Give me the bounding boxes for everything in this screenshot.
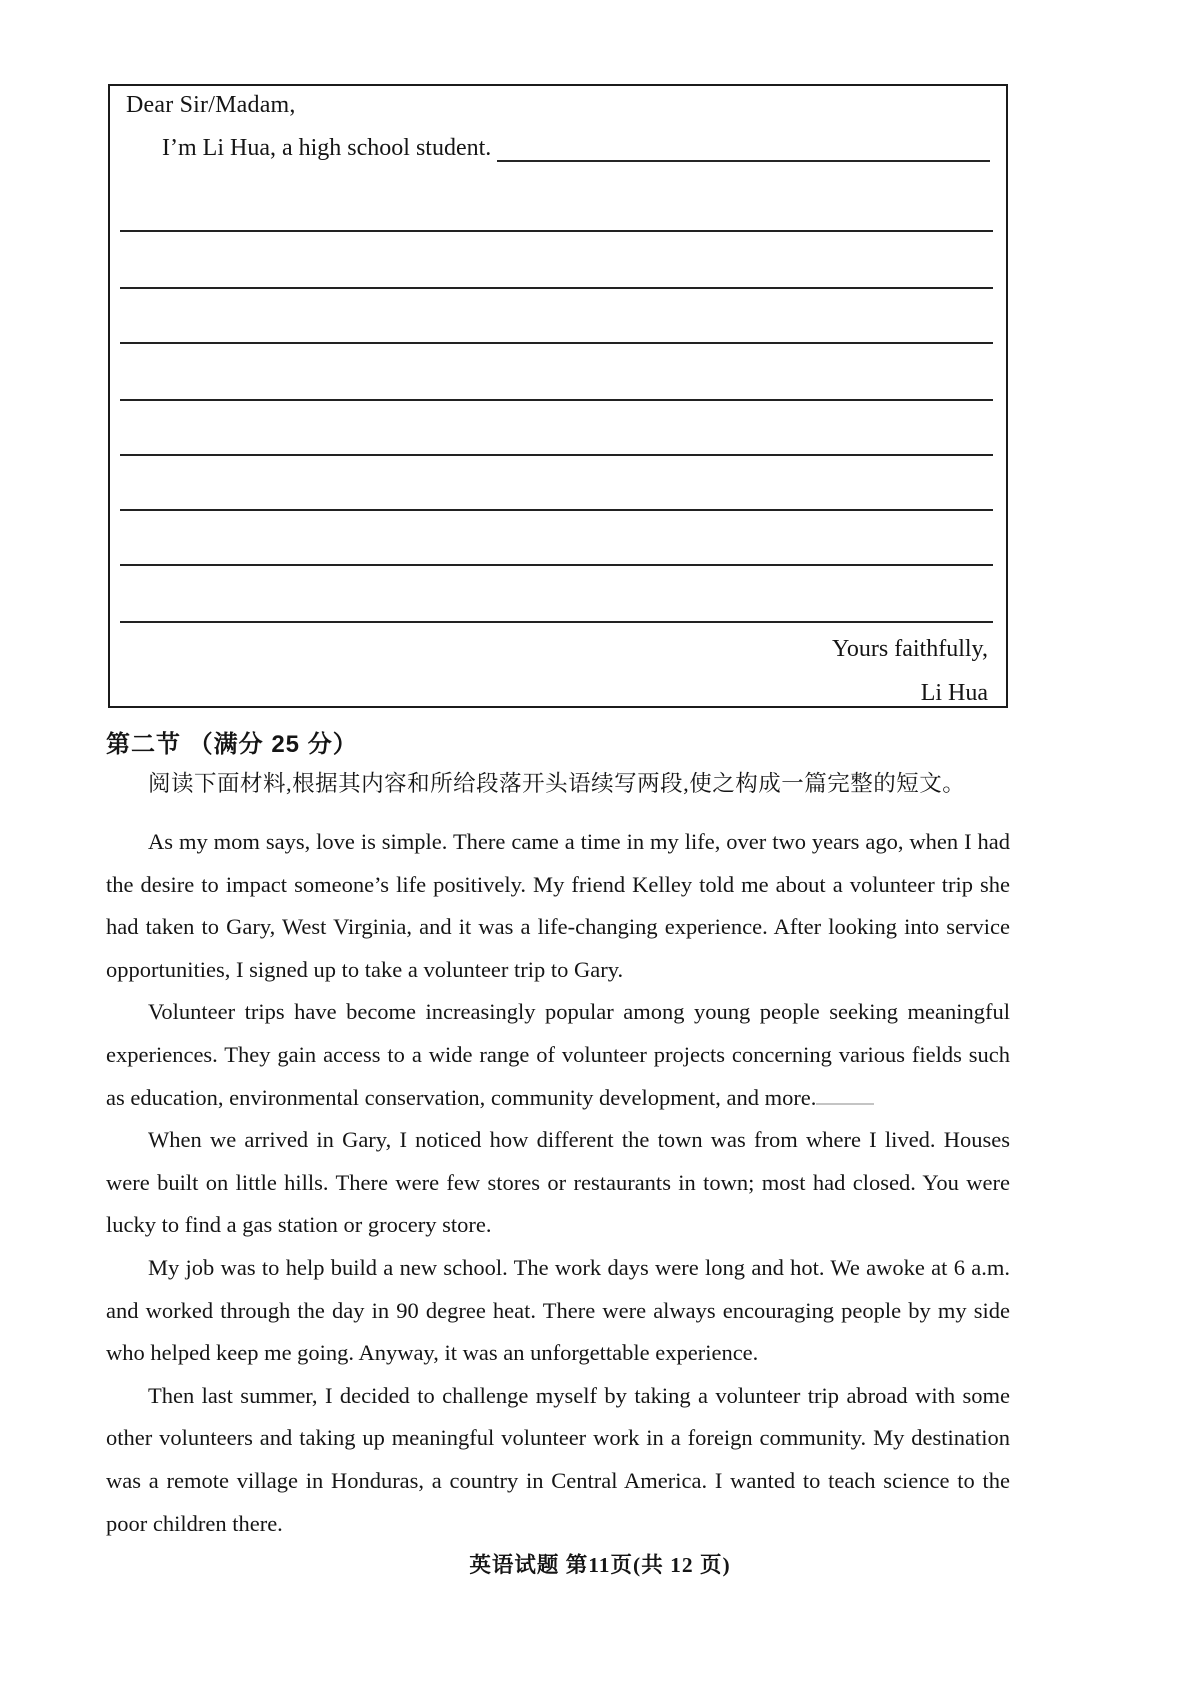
letter-closing: Yours faithfully, xyxy=(831,636,988,662)
letter-answer-box xyxy=(108,84,1008,708)
writing-blank-line xyxy=(120,399,993,401)
writing-blank-line xyxy=(120,287,993,289)
passage-paragraph: When we arrived in Gary, I noticed how different the town was from where I lived. Houses were built on little hills. There were few stores or restaurants in town; most had closed. You were lucky to find a gas station or grocery store. xyxy=(106,1127,1010,1238)
writing-blank-line xyxy=(120,342,993,344)
writing-blank-line xyxy=(120,230,993,232)
passage-paragraph xyxy=(106,991,1010,1119)
section-instruction: 阅读下面材料,根据其内容和所给段落开头语续写两段,使之构成一篇完整的短文。 xyxy=(148,771,966,796)
writing-blank-line xyxy=(497,134,990,162)
passage-paragraph: Then last summer, I decided to challenge myself by taking a volunteer trip abroad with some other volunteers and taking up meaningful volunteer work in a foreign community. My destination was a remote village in Honduras, a country in Central America. I wanted to teach science to the poor children there. xyxy=(106,1382,1010,1536)
reading-passage xyxy=(106,821,1010,1545)
writing-blank-line xyxy=(120,621,993,623)
page-footer: 英语试题 第11页(共 12 页) xyxy=(469,1553,731,1577)
writing-blank-line xyxy=(120,454,993,456)
letter-signature: Li Hua xyxy=(920,680,988,706)
letter-opening-row xyxy=(162,134,990,162)
writing-blank-line xyxy=(120,509,993,511)
section-heading: 第二节 （满分 25 分） xyxy=(106,731,358,758)
writing-blank-line xyxy=(120,564,993,566)
passage-paragraph: As my mom says, love is simple. There came a time in my life, over two years ago, when I had the desire to impact someone’s life positively. My friend Kelley told me about a volunteer trip she had taken to Gary, West Virginia, and it was a life-changing experience. After looking into service opportunities, I signed up to take a volunteer trip to Gary. xyxy=(106,829,1010,982)
blank-underline xyxy=(816,1082,874,1104)
passage-paragraph: My job was to help build a new school. The work days were long and hot. We awoke at 6 a.m. and worked through the day in 90 degree heat. There were always encouraging people by my side who helped keep me going. Anyway, it was an unforgettable experience. xyxy=(106,1254,1010,1366)
letter-opening-text: I’m Li Hua, a high school student. xyxy=(162,135,492,161)
passage-paragraph-text: Volunteer trips have become increasingly popular among young people seeking meaningful experiences. They gain access to a wide range of volunteer projects concerning various fields such as education, environmental conservation, community development, and more. xyxy=(106,999,1010,1110)
letter-salutation: Dear Sir/Madam, xyxy=(126,92,296,118)
